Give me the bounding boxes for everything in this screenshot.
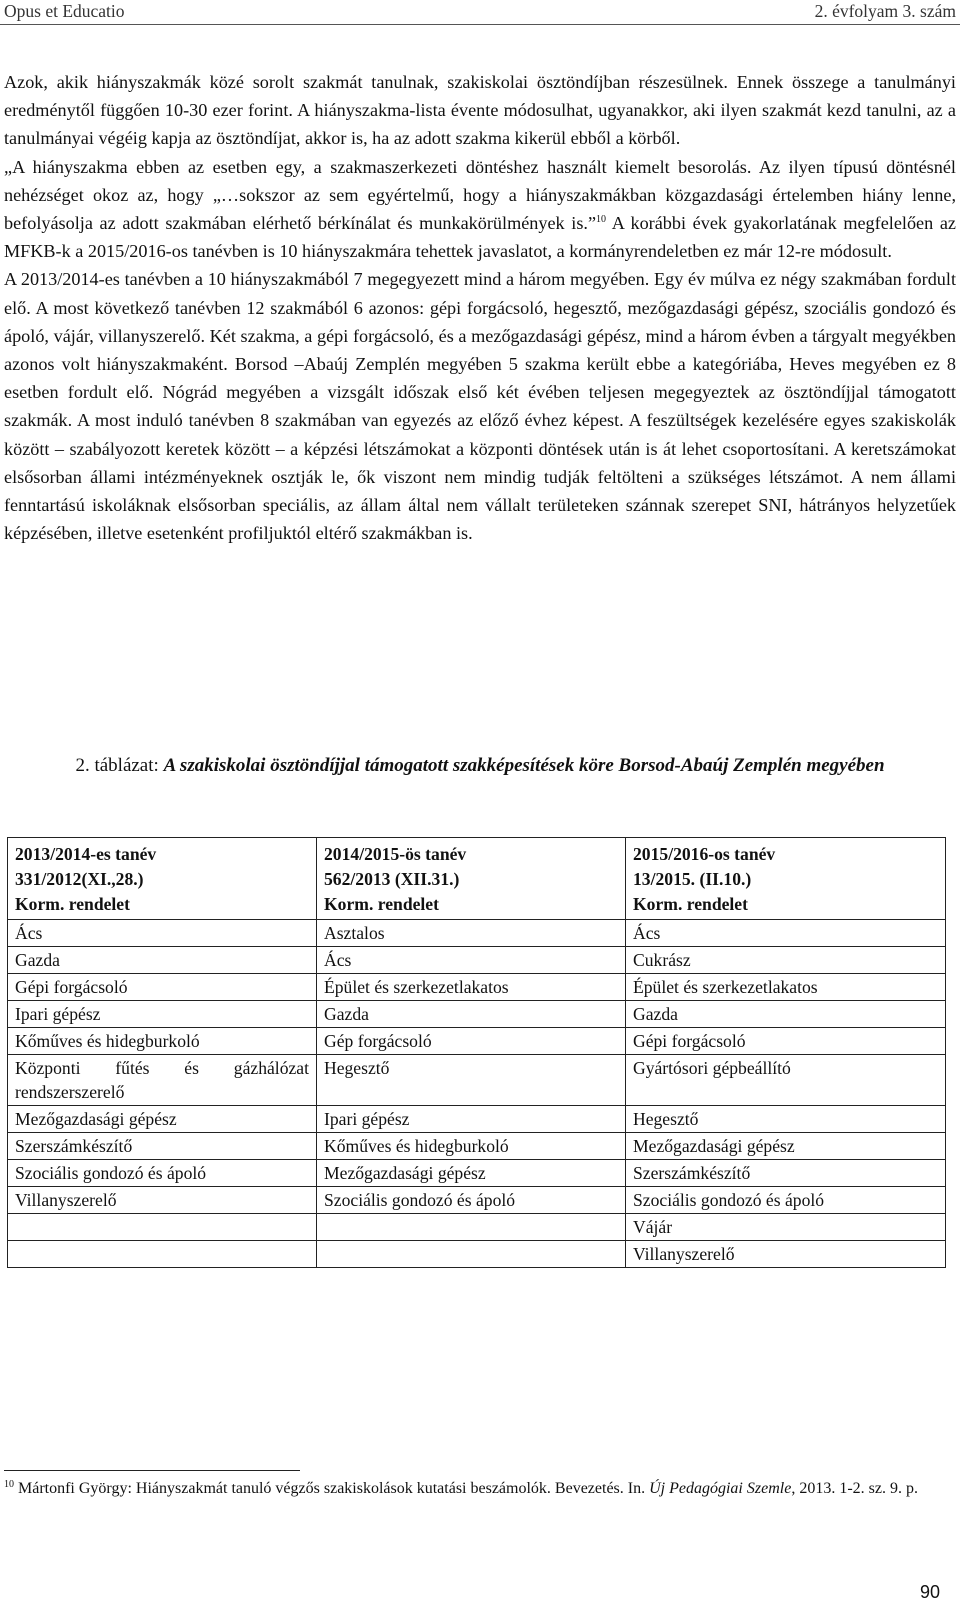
header-line: Korm. rendelet bbox=[633, 894, 748, 914]
table-cell: Kőműves és hidegburkoló bbox=[8, 1028, 317, 1055]
table-row bbox=[8, 1001, 946, 1028]
header-line: 13/2015. (II.10.) bbox=[633, 869, 752, 889]
table-header-cell bbox=[626, 838, 946, 920]
table-cell: Gazda bbox=[8, 947, 317, 974]
table-cell: Kőműves és hidegburkoló bbox=[317, 1133, 626, 1160]
table-cell: Szerszámkészítő bbox=[626, 1160, 946, 1187]
table-cell: Épület és szerkezetlakatos bbox=[626, 974, 946, 1001]
table-cell bbox=[8, 1214, 317, 1241]
quote-text: „A hiányszakma ebben az esetben egy, a szakmaszerkezeti döntéshez használt kiemelt besorolás. Az ilyen típusú döntésnél nehézséget okoz az, hogy „…sokszor az sem egyértelmű, hogy a hiányszakmákban közgazdasági értelemben hiány lenne, befolyásolja az adott szakmában elérhető bérkínálat és munkakörülmények is.” bbox=[4, 156, 956, 234]
header-line: 331/2012(XI.,28.) bbox=[15, 869, 144, 889]
table-row bbox=[8, 974, 946, 1001]
table-cell bbox=[317, 1241, 626, 1268]
table-cell: Gépi forgácsoló bbox=[626, 1028, 946, 1055]
table-cell: Cukrász bbox=[626, 947, 946, 974]
table-row bbox=[8, 1241, 946, 1268]
table-number: 2. táblázat: bbox=[75, 755, 164, 776]
header-line: 2013/2014-es tanév bbox=[15, 844, 157, 864]
table-cell: Mezőgazdasági gépész bbox=[317, 1160, 626, 1187]
scholarship-table bbox=[7, 837, 946, 1268]
table-header-cell bbox=[8, 838, 317, 920]
table-cell: Szociális gondozó és ápoló bbox=[8, 1160, 317, 1187]
table-cell: Gazda bbox=[626, 1001, 946, 1028]
footnote-number: 10 bbox=[4, 1479, 14, 1490]
table-row bbox=[8, 1214, 946, 1241]
table-cell: Ács bbox=[626, 920, 946, 947]
table-cell: Mezőgazdasági gépész bbox=[626, 1133, 946, 1160]
table-cell: Ipari gépész bbox=[317, 1106, 626, 1133]
running-header bbox=[0, 0, 960, 28]
table-row bbox=[8, 1133, 946, 1160]
table-cell: Központi fűtés és gázhálózat rendszerszerelő bbox=[8, 1055, 317, 1106]
table-cell: Hegesztő bbox=[626, 1106, 946, 1133]
table-row bbox=[8, 947, 946, 974]
table-row bbox=[8, 1028, 946, 1055]
table-header-row bbox=[8, 838, 946, 920]
table-cell: Hegesztő bbox=[317, 1055, 626, 1106]
table-cell: Épület és szerkezetlakatos bbox=[317, 974, 626, 1001]
journal-title: Opus et Educatio bbox=[4, 1, 125, 21]
paragraph-3: A 2013/2014-es tanévben a 10 hiányszakmából 7 megegyezett mind a három megyében. Egy év múlva ez négy szakmában fordult elő. A most következő tanévben 12 szakmából 6 azonos: gépi forgácsoló, hegesztő, mezőgazdasági gépész, szociális gondozó és ápoló, vájár, villanyszerelő. Két szakma, a gépi forgácsoló, és a mezőgazdasági gépész, mind a három évben a tárgyalt megyékben azonos volt hiányszakmaként. Borsod –Abaúj Zemplén megyében 5 szakma került ebbe a kategóriába, Heves megyében ez 8 esetben fordult elő. Nógrád megyében a vizsgált időszak első két évében teljesen megegyeztek az ösztöndíjjal támogatott szakmák. A most induló tanévben 8 szakmában van egyezés az előző évhez képest. A feszültségek kezelésére egyes szakiskolák között – szabályozott keretek között – a képzési létszámokat a központi döntések után is át lehet csoportosítani. A keretszámokat elsősorban állami intézményeknek osztják le, ők viszont nem mindig tudják feltölteni a szükséges létszámot. A nem állami fenntartású iskoláknak elsősorban speciális, az állam által nem vállalt területeken szánnak szerepet SNI, hátrányos helyzetűek képzésében, illetve esetenként profiljuktól eltérő szakmákban is. bbox=[4, 269, 956, 544]
header-line: 2015/2016-os tanév bbox=[633, 844, 776, 864]
footnote-tail: , 2013. 1-2. sz. 9. p. bbox=[791, 1480, 918, 1497]
table-row bbox=[8, 1106, 946, 1133]
table-cell: Ipari gépész bbox=[8, 1001, 317, 1028]
table-cell: Gép forgácsoló bbox=[317, 1028, 626, 1055]
header-line: Korm. rendelet bbox=[324, 894, 439, 914]
paragraph-1: Azok, akik hiányszakmák közé sorolt szakmát tanulnak, szakiskolai ösztöndíjban részesülnek. Ennek összege a tanulmányi eredménytől függően 10-30 ezer forint. A hiányszakma-lista évente módosulhat, ugyanakkor, aki ilyen szakmát kezd tanulni, az a tanulmányai végéig kapja az ösztöndíjat, akkor is, ha az adott szakma kikerül ebből a körből. bbox=[4, 72, 956, 149]
table-cell: Ács bbox=[8, 920, 317, 947]
table-row bbox=[8, 920, 946, 947]
table-cell: Gyártósori gépbeállító bbox=[626, 1055, 946, 1106]
table-cell: Szociális gondozó és ápoló bbox=[317, 1187, 626, 1214]
paragraph-2 bbox=[4, 153, 956, 266]
table-cell: Gépi forgácsoló bbox=[8, 974, 317, 1001]
table-cell: Gazda bbox=[317, 1001, 626, 1028]
table-cell: Ács bbox=[317, 947, 626, 974]
paragraph-2-cont: A korábbi évek gyakorlatának megfelelően az MFKB-k a 2015/2016-os tanévben is 10 hiányszakmára tehettek javaslatot, a kormányrendeletben ez már 12-re módosult. bbox=[4, 213, 957, 262]
header-line: Korm. rendelet bbox=[15, 894, 130, 914]
header-line: 562/2013 (XII.31.) bbox=[324, 869, 460, 889]
footnote-rule bbox=[4, 1470, 300, 1471]
table-row bbox=[8, 1187, 946, 1214]
header-line: 2014/2015-ös tanév bbox=[324, 844, 467, 864]
table-cell bbox=[317, 1214, 626, 1241]
footnote-text: Mártonfi György: Hiányszakmát tanuló végzős szakiskolások kutatási beszámolók. Bevezetés. In. bbox=[14, 1480, 650, 1497]
table-cell bbox=[8, 1241, 317, 1268]
table-cell: Szerszámkészítő bbox=[8, 1133, 317, 1160]
table-header-cell bbox=[317, 838, 626, 920]
footnote-ref: 10 bbox=[596, 214, 607, 226]
table-cell: Villanyszerelő bbox=[8, 1187, 317, 1214]
table-cell: Asztalos bbox=[317, 920, 626, 947]
table-cell: Villanyszerelő bbox=[626, 1241, 946, 1268]
footnote bbox=[4, 1476, 956, 1502]
table-cell: Vájár bbox=[626, 1214, 946, 1241]
table-cell: Szociális gondozó és ápoló bbox=[626, 1187, 946, 1214]
table-title: A szakiskolai ösztöndíjjal támogatott szakképesítések köre Borsod-Abaúj Zemplén megyében bbox=[163, 755, 885, 776]
table-cell: Mezőgazdasági gépész bbox=[8, 1106, 317, 1133]
issue-label: 2. évfolyam 3. szám bbox=[814, 1, 956, 21]
page-number: 90 bbox=[919, 1582, 940, 1602]
header-rule bbox=[0, 24, 960, 25]
table-caption bbox=[20, 751, 940, 781]
footnote-journal: Új Pedagógiai Szemle bbox=[649, 1480, 792, 1497]
table-row bbox=[8, 1160, 946, 1187]
body-text bbox=[4, 68, 956, 547]
table-row bbox=[8, 1055, 946, 1106]
